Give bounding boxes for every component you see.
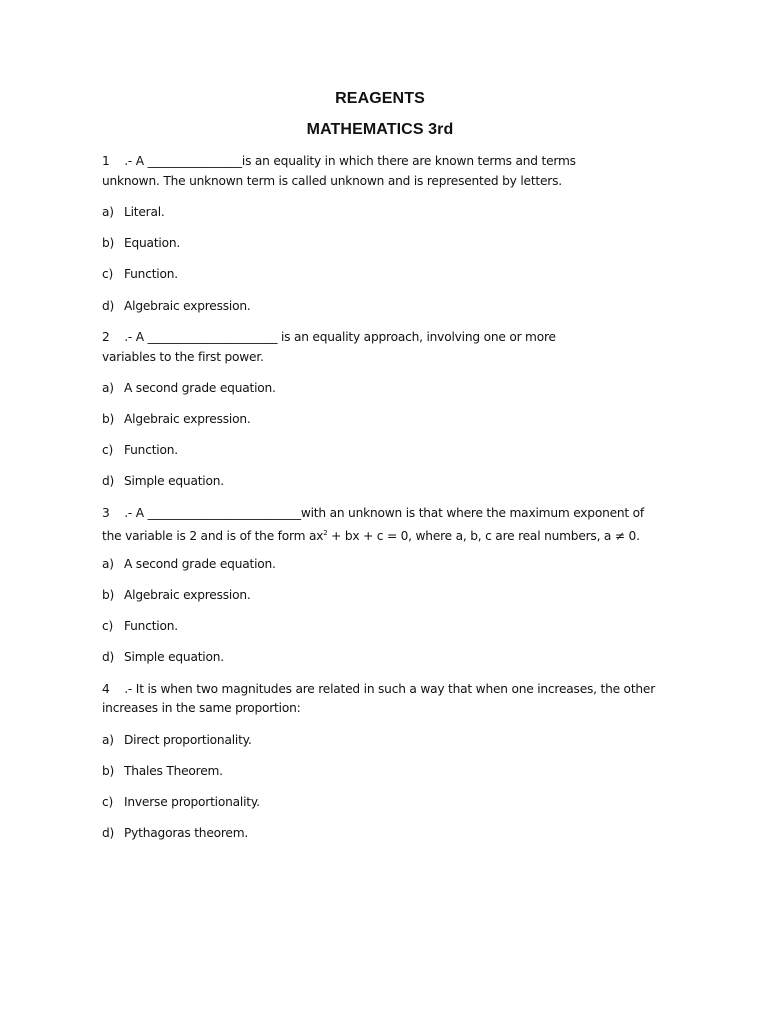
option-text: Pythagoras theorem. [124,826,249,840]
question-4-option-c [102,794,260,810]
question-3-text-before: the variable is 2 and is of the form ax [102,529,324,543]
option-text: Algebraic expression. [124,588,251,602]
option-label: a) [102,205,114,219]
option-text: Simple equation. [124,650,224,664]
option-label: c) [102,619,114,633]
option-text: Algebraic expression. [124,299,251,313]
option-label: a) [102,557,114,571]
option-text: Function. [124,619,178,633]
option-text: Function. [124,267,178,281]
option-label: a) [102,733,114,747]
option-text: A second grade equation. [124,557,276,571]
option-label: a) [102,381,114,395]
question-3-option-d [102,649,224,665]
question-3-option-a [102,556,276,572]
option-label: b) [102,412,115,426]
question-2-option-b [102,411,251,427]
exponent-superscript: 2 [323,529,328,537]
question-3-option-c [102,618,178,634]
option-label: d) [102,299,115,313]
option-label: b) [102,764,115,778]
option-label: c) [102,795,114,809]
option-label: c) [102,267,114,281]
option-text: Direct proportionality. [124,733,252,747]
option-label: c) [102,443,114,457]
document-title: REAGENTS [335,90,425,107]
question-3-text-after: + bx + c = 0, where a, b, c are real numbers, a ≠ 0. [327,529,640,543]
question-3-option-b [102,587,251,603]
question-1-option-c [102,266,178,282]
option-label: d) [102,474,115,488]
option-text: Simple equation. [124,474,224,488]
question-4-line-1: 4 .- It is when two magnitudes are related in such a way that when one increases, the other [102,682,656,696]
option-label: d) [102,826,115,840]
option-text: Thales Theorem. [124,764,223,778]
question-2-option-d [102,473,224,489]
option-text: Literal. [124,205,165,219]
option-label: b) [102,588,115,602]
document-subtitle: MATHEMATICS 3rd [306,121,454,138]
question-1-line-1: 1 .- A ________________is an equality in which there are known terms and terms [102,154,576,168]
question-1-option-a [102,204,165,220]
question-3-line-2 [102,525,640,544]
question-3-line-1: 3 .- A __________________________with an unknown is that where the maximum exponent of [102,506,645,520]
question-1-option-d [102,298,251,314]
option-text: Function. [124,443,178,457]
question-1-option-b [102,235,180,251]
question-2-line-2: variables to the first power. [102,350,264,364]
option-text: Inverse proportionality. [124,795,260,809]
option-text: Algebraic expression. [124,412,251,426]
question-4-option-a [102,732,252,748]
question-4-option-d [102,825,248,841]
question-2-option-c [102,442,178,458]
question-2-line-1: 2 .- A ______________________ is an equality approach, involving one or more [102,330,556,344]
option-text: A second grade equation. [124,381,276,395]
question-1-line-2: unknown. The unknown term is called unknown and is represented by letters. [102,174,562,188]
option-label: b) [102,236,115,250]
option-text: Equation. [124,236,181,250]
question-4-line-2: increases in the same proportion: [102,701,301,715]
question-2-option-a [102,380,276,396]
question-4-option-b [102,763,223,779]
option-label: d) [102,650,115,664]
